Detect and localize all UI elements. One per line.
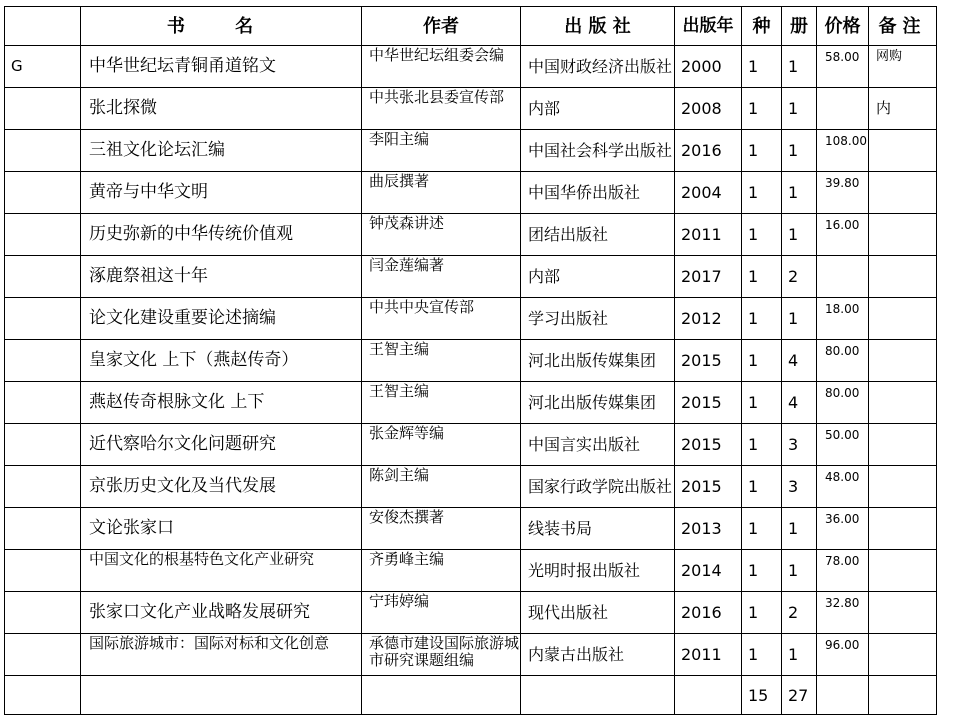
table-row	[5, 424, 937, 466]
total-empty-cell	[5, 676, 81, 715]
cell-title: 文论张家口	[81, 508, 362, 550]
totals-row	[5, 676, 937, 715]
total-kinds: 15	[742, 676, 782, 715]
cell-note	[869, 340, 937, 382]
cell-author: 承德市建设国际旅游城市研究课题组编	[362, 634, 521, 676]
header-volumes: 册	[782, 7, 817, 46]
cell-title: 近代察哈尔文化问题研究	[81, 424, 362, 466]
cell-year: 2012	[675, 298, 742, 340]
cell-price: 32.80	[817, 592, 869, 634]
header-note: 备注	[869, 7, 937, 46]
table-row	[5, 172, 937, 214]
cell-kinds: 1	[742, 382, 782, 424]
cell-price: 96.00	[817, 634, 869, 676]
cell-publisher: 内部	[521, 88, 675, 130]
cell-volumes: 1	[782, 130, 817, 172]
cell-note	[869, 508, 937, 550]
cell-author: 宁玮婷编	[362, 592, 521, 634]
cell-title: 张北探微	[81, 88, 362, 130]
cell-price: 36.00	[817, 508, 869, 550]
cell-code	[5, 298, 81, 340]
cell-code	[5, 424, 81, 466]
cell-kinds: 1	[742, 172, 782, 214]
cell-volumes: 3	[782, 466, 817, 508]
cell-volumes: 1	[782, 550, 817, 592]
header-kinds: 种	[742, 7, 782, 46]
cell-title: 京张历史文化及当代发展	[81, 466, 362, 508]
cell-year: 2016	[675, 130, 742, 172]
cell-code	[5, 172, 81, 214]
cell-kinds: 1	[742, 298, 782, 340]
cell-note	[869, 592, 937, 634]
cell-kinds: 1	[742, 130, 782, 172]
cell-volumes: 1	[782, 172, 817, 214]
cell-code	[5, 382, 81, 424]
table-row	[5, 256, 937, 298]
cell-price: 108.00	[817, 130, 869, 172]
cell-title: 涿鹿祭祖这十年	[81, 256, 362, 298]
cell-title: 黄帝与中华文明	[81, 172, 362, 214]
cell-code: G	[5, 46, 81, 88]
cell-publisher: 内部	[521, 256, 675, 298]
cell-year: 2011	[675, 214, 742, 256]
header-author: 作者	[362, 7, 521, 46]
cell-author: 李阳主编	[362, 130, 521, 172]
table-row	[5, 46, 937, 88]
cell-author: 闫金莲编著	[362, 256, 521, 298]
cell-code	[5, 214, 81, 256]
cell-kinds: 1	[742, 592, 782, 634]
cell-price: 48.00	[817, 466, 869, 508]
cell-volumes: 1	[782, 46, 817, 88]
cell-volumes: 1	[782, 508, 817, 550]
cell-kinds: 1	[742, 340, 782, 382]
cell-year: 2013	[675, 508, 742, 550]
cell-price: 50.00	[817, 424, 869, 466]
cell-volumes: 1	[782, 298, 817, 340]
cell-publisher: 现代出版社	[521, 592, 675, 634]
table-row	[5, 382, 937, 424]
cell-volumes: 4	[782, 382, 817, 424]
cell-publisher: 中国社会科学出版社	[521, 130, 675, 172]
cell-year: 2017	[675, 256, 742, 298]
cell-code	[5, 634, 81, 676]
cell-code	[5, 592, 81, 634]
cell-note: 网购	[869, 46, 937, 88]
cell-volumes: 1	[782, 634, 817, 676]
table-row	[5, 214, 937, 256]
cell-title: 张家口文化产业战略发展研究	[81, 592, 362, 634]
table-row	[5, 592, 937, 634]
cell-author: 钟茂森讲述	[362, 214, 521, 256]
cell-publisher: 线装书局	[521, 508, 675, 550]
cell-note	[869, 634, 937, 676]
cell-year: 2015	[675, 466, 742, 508]
cell-publisher: 中国言实出版社	[521, 424, 675, 466]
cell-kinds: 1	[742, 508, 782, 550]
cell-year: 2015	[675, 424, 742, 466]
cell-kinds: 1	[742, 46, 782, 88]
cell-kinds: 1	[742, 256, 782, 298]
cell-year: 2000	[675, 46, 742, 88]
cell-kinds: 1	[742, 550, 782, 592]
header-price: 价格	[817, 7, 869, 46]
cell-price: 16.00	[817, 214, 869, 256]
cell-code	[5, 88, 81, 130]
cell-note	[869, 382, 937, 424]
header-row	[5, 7, 937, 46]
total-empty-cell	[362, 676, 521, 715]
cell-title: 中华世纪坛青铜甬道铭文	[81, 46, 362, 88]
cell-publisher: 学习出版社	[521, 298, 675, 340]
cell-price: 78.00	[817, 550, 869, 592]
cell-author: 中华世纪坛组委会编	[362, 46, 521, 88]
cell-note	[869, 256, 937, 298]
total-volumes: 27	[782, 676, 817, 715]
cell-year: 2014	[675, 550, 742, 592]
cell-price	[817, 256, 869, 298]
total-empty-cell	[869, 676, 937, 715]
cell-note: 内	[869, 88, 937, 130]
cell-note	[869, 298, 937, 340]
table-row	[5, 130, 937, 172]
cell-publisher: 河北出版传媒集团	[521, 382, 675, 424]
header-code	[5, 7, 81, 46]
cell-publisher: 团结出版社	[521, 214, 675, 256]
cell-kinds: 1	[742, 424, 782, 466]
table-row	[5, 634, 937, 676]
cell-kinds: 1	[742, 634, 782, 676]
cell-title: 中国文化的根基特色文化产业研究	[81, 550, 362, 592]
cell-author: 曲辰撰著	[362, 172, 521, 214]
cell-title: 国际旅游城市：国际对标和文化创意	[81, 634, 362, 676]
cell-year: 2011	[675, 634, 742, 676]
cell-note	[869, 550, 937, 592]
cell-author: 中共张北县委宣传部	[362, 88, 521, 130]
cell-code	[5, 508, 81, 550]
total-empty-cell	[817, 676, 869, 715]
cell-code	[5, 256, 81, 298]
cell-publisher: 光明时报出版社	[521, 550, 675, 592]
cell-author: 张金辉等编	[362, 424, 521, 466]
cell-price: 80.00	[817, 382, 869, 424]
cell-note	[869, 130, 937, 172]
header-year: 出版年	[675, 7, 742, 46]
cell-title: 皇家文化 上下（燕赵传奇）	[81, 340, 362, 382]
header-title: 书 名	[81, 7, 362, 46]
cell-volumes: 2	[782, 256, 817, 298]
book-list-table	[4, 6, 937, 715]
cell-code	[5, 466, 81, 508]
cell-price	[817, 88, 869, 130]
header-publisher: 出 版 社	[521, 7, 675, 46]
table-row	[5, 298, 937, 340]
cell-volumes: 1	[782, 214, 817, 256]
cell-note	[869, 172, 937, 214]
cell-publisher: 内蒙古出版社	[521, 634, 675, 676]
cell-author: 中共中央宣传部	[362, 298, 521, 340]
cell-kinds: 1	[742, 466, 782, 508]
cell-note	[869, 466, 937, 508]
cell-title: 燕赵传奇根脉文化 上下	[81, 382, 362, 424]
cell-year: 2015	[675, 382, 742, 424]
total-empty-cell	[81, 676, 362, 715]
cell-note	[869, 214, 937, 256]
cell-price: 39.80	[817, 172, 869, 214]
table-row	[5, 508, 937, 550]
cell-title: 论文化建设重要论述摘编	[81, 298, 362, 340]
table-row	[5, 340, 937, 382]
cell-code	[5, 340, 81, 382]
cell-year: 2015	[675, 340, 742, 382]
cell-year: 2016	[675, 592, 742, 634]
cell-note	[869, 424, 937, 466]
cell-author: 王智主编	[362, 382, 521, 424]
cell-kinds: 1	[742, 88, 782, 130]
cell-title: 三祖文化论坛汇编	[81, 130, 362, 172]
cell-volumes: 3	[782, 424, 817, 466]
cell-author: 王智主编	[362, 340, 521, 382]
table-row	[5, 466, 937, 508]
cell-price: 18.00	[817, 298, 869, 340]
cell-author: 陈剑主编	[362, 466, 521, 508]
cell-year: 2004	[675, 172, 742, 214]
cell-publisher: 中国华侨出版社	[521, 172, 675, 214]
table-row	[5, 88, 937, 130]
cell-code	[5, 130, 81, 172]
cell-kinds: 1	[742, 214, 782, 256]
cell-publisher: 河北出版传媒集团	[521, 340, 675, 382]
cell-volumes: 1	[782, 88, 817, 130]
cell-volumes: 2	[782, 592, 817, 634]
cell-author: 安俊杰撰著	[362, 508, 521, 550]
cell-year: 2008	[675, 88, 742, 130]
cell-publisher: 中国财政经济出版社	[521, 46, 675, 88]
cell-code	[5, 550, 81, 592]
cell-publisher: 国家行政学院出版社	[521, 466, 675, 508]
cell-price: 58.00	[817, 46, 869, 88]
cell-price: 80.00	[817, 340, 869, 382]
total-empty-cell	[675, 676, 742, 715]
total-empty-cell	[521, 676, 675, 715]
cell-author: 齐勇峰主编	[362, 550, 521, 592]
cell-title: 历史弥新的中华传统价值观	[81, 214, 362, 256]
cell-volumes: 4	[782, 340, 817, 382]
table-row	[5, 550, 937, 592]
